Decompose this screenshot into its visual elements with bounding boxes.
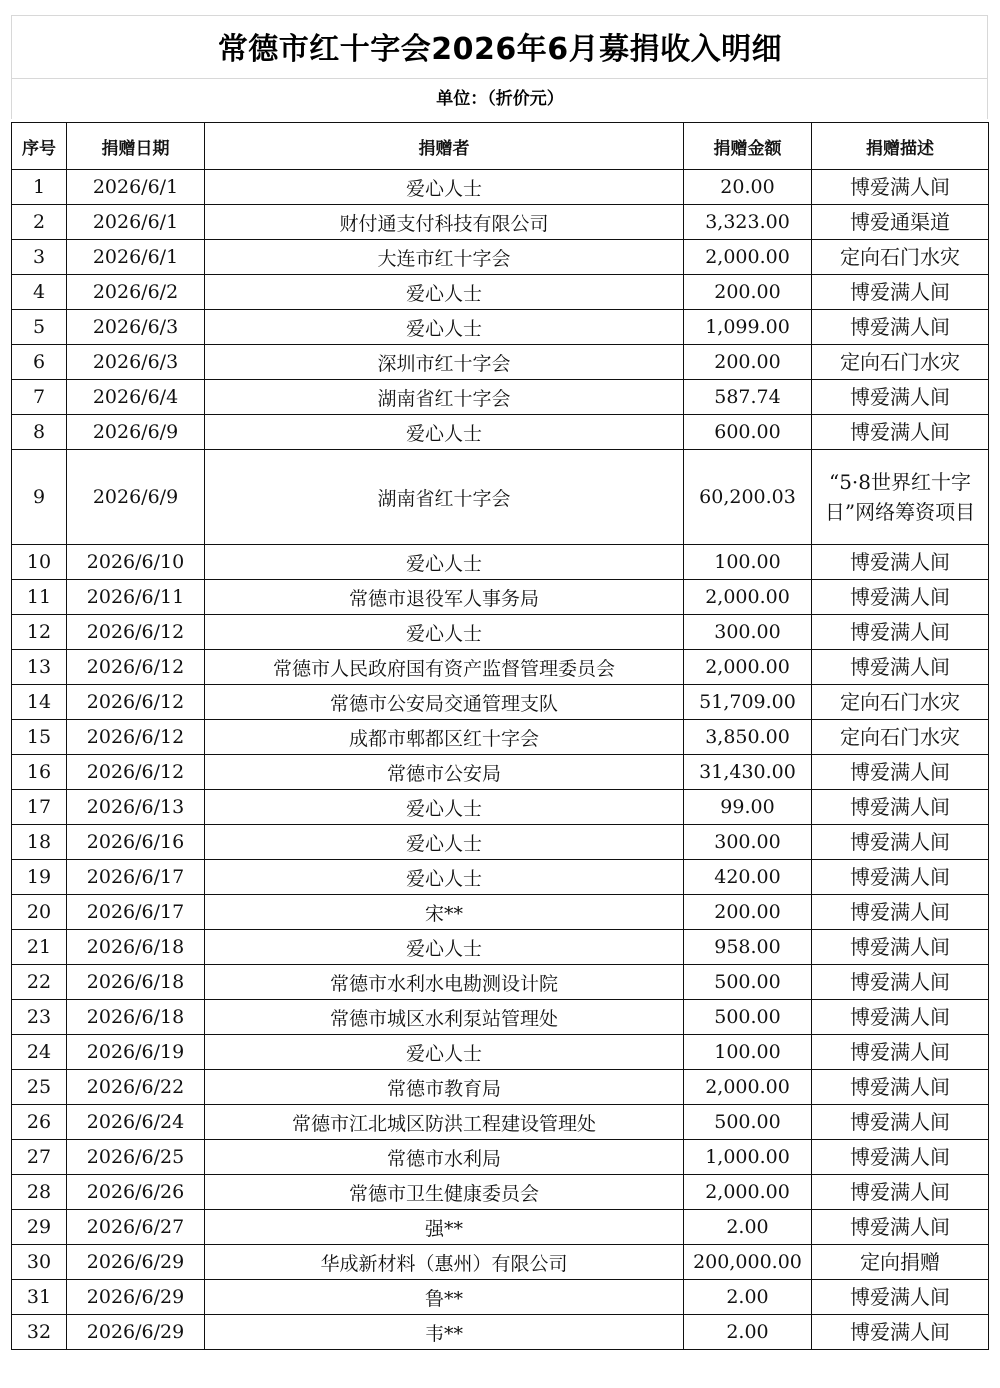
- cell-date: 2026/6/12: [67, 615, 205, 650]
- table-row: [12, 240, 989, 275]
- cell-no: 3: [12, 240, 67, 275]
- cell-no: 24: [12, 1035, 67, 1070]
- cell-donor: 常德市退役军人事务局: [205, 580, 684, 615]
- cell-no: 30: [12, 1245, 67, 1280]
- cell-date: 2026/6/17: [67, 895, 205, 930]
- cell-amount: 2.00: [684, 1280, 812, 1315]
- cell-no: 6: [12, 345, 67, 380]
- table-row: [12, 895, 989, 930]
- cell-amount: 500.00: [684, 965, 812, 1000]
- cell-description: 博爱满人间: [812, 860, 989, 895]
- cell-date: 2026/6/17: [67, 860, 205, 895]
- table-row: [12, 1035, 989, 1070]
- column-header-amount: 捐赠金额: [684, 123, 812, 170]
- cell-no: 20: [12, 895, 67, 930]
- cell-no: 5: [12, 310, 67, 345]
- cell-date: 2026/6/10: [67, 545, 205, 580]
- cell-date: 2026/6/11: [67, 580, 205, 615]
- cell-donor: 爱心人士: [205, 860, 684, 895]
- cell-description: 博爱满人间: [812, 615, 989, 650]
- column-header-date: 捐赠日期: [67, 123, 205, 170]
- cell-donor: 爱心人士: [205, 415, 684, 450]
- cell-description: 博爱满人间: [812, 1105, 989, 1140]
- cell-amount: 2,000.00: [684, 1175, 812, 1210]
- cell-date: 2026/6/19: [67, 1035, 205, 1070]
- table-row: [12, 275, 989, 310]
- cell-amount: 51,709.00: [684, 685, 812, 720]
- cell-no: 10: [12, 545, 67, 580]
- cell-no: 14: [12, 685, 67, 720]
- cell-no: 1: [12, 170, 67, 205]
- cell-amount: 31,430.00: [684, 755, 812, 790]
- table-row: [12, 580, 989, 615]
- cell-amount: 3,323.00: [684, 205, 812, 240]
- cell-amount: 20.00: [684, 170, 812, 205]
- cell-description: 博爱满人间: [812, 1210, 989, 1245]
- cell-date: 2026/6/29: [67, 1245, 205, 1280]
- cell-amount: 587.74: [684, 380, 812, 415]
- cell-no: 21: [12, 930, 67, 965]
- cell-amount: 200.00: [684, 895, 812, 930]
- cell-amount: 958.00: [684, 930, 812, 965]
- cell-amount: 300.00: [684, 615, 812, 650]
- cell-amount: 200,000.00: [684, 1245, 812, 1280]
- cell-donor: 深圳市红十字会: [205, 345, 684, 380]
- cell-no: 18: [12, 825, 67, 860]
- cell-no: 16: [12, 755, 67, 790]
- table-row: [12, 1280, 989, 1315]
- cell-description: 博爱满人间: [812, 275, 989, 310]
- column-header-description: 捐赠描述: [812, 123, 989, 170]
- cell-date: 2026/6/13: [67, 790, 205, 825]
- cell-donor: 大连市红十字会: [205, 240, 684, 275]
- cell-donor: 爱心人士: [205, 615, 684, 650]
- cell-no: 13: [12, 650, 67, 685]
- cell-no: 25: [12, 1070, 67, 1105]
- cell-donor: 爱心人士: [205, 275, 684, 310]
- cell-description: “5·8世界红十字日”网络筹资项目: [812, 450, 989, 545]
- table-row: [12, 790, 989, 825]
- cell-amount: 300.00: [684, 825, 812, 860]
- cell-description: 博爱满人间: [812, 170, 989, 205]
- table-row: [12, 205, 989, 240]
- table-row: [12, 1175, 989, 1210]
- cell-no: 11: [12, 580, 67, 615]
- cell-no: 19: [12, 860, 67, 895]
- cell-date: 2026/6/4: [67, 380, 205, 415]
- cell-description: 博爱满人间: [812, 755, 989, 790]
- table-row: [12, 310, 989, 345]
- cell-donor: 常德市城区水利泵站管理处: [205, 1000, 684, 1035]
- cell-date: 2026/6/29: [67, 1280, 205, 1315]
- cell-description: 定向石门水灾: [812, 345, 989, 380]
- cell-description: 博爱满人间: [812, 1280, 989, 1315]
- table-row: [12, 965, 989, 1000]
- cell-description: 博爱满人间: [812, 1035, 989, 1070]
- cell-no: 26: [12, 1105, 67, 1140]
- cell-donor: 湖南省红十字会: [205, 380, 684, 415]
- cell-date: 2026/6/26: [67, 1175, 205, 1210]
- cell-description: 博爱满人间: [812, 545, 989, 580]
- table-row: [12, 755, 989, 790]
- cell-amount: 200.00: [684, 275, 812, 310]
- table-row: [12, 1070, 989, 1105]
- cell-no: 28: [12, 1175, 67, 1210]
- cell-donor: 湖南省红十字会: [205, 450, 684, 545]
- cell-date: 2026/6/27: [67, 1210, 205, 1245]
- cell-amount: 600.00: [684, 415, 812, 450]
- cell-date: 2026/6/25: [67, 1140, 205, 1175]
- donation-table: [11, 122, 989, 1350]
- cell-donor: 常德市人民政府国有资产监督管理委员会: [205, 650, 684, 685]
- table-row: [12, 860, 989, 895]
- cell-date: 2026/6/1: [67, 205, 205, 240]
- table-row: [12, 545, 989, 580]
- cell-no: 15: [12, 720, 67, 755]
- unit-label: 单位：（折价元）: [436, 89, 564, 109]
- table-row: [12, 380, 989, 415]
- table-row: [12, 650, 989, 685]
- table-row: [12, 1210, 989, 1245]
- cell-date: 2026/6/3: [67, 345, 205, 380]
- cell-no: 8: [12, 415, 67, 450]
- cell-date: 2026/6/1: [67, 170, 205, 205]
- cell-amount: 500.00: [684, 1105, 812, 1140]
- cell-date: 2026/6/16: [67, 825, 205, 860]
- cell-donor: 强**: [205, 1210, 684, 1245]
- cell-amount: 2,000.00: [684, 240, 812, 275]
- cell-date: 2026/6/1: [67, 240, 205, 275]
- cell-description: 博爱通渠道: [812, 205, 989, 240]
- cell-amount: 2,000.00: [684, 1070, 812, 1105]
- cell-date: 2026/6/3: [67, 310, 205, 345]
- column-header-donor: 捐赠者: [205, 123, 684, 170]
- table-row: [12, 1245, 989, 1280]
- cell-no: 4: [12, 275, 67, 310]
- cell-description: 博爱满人间: [812, 825, 989, 860]
- cell-no: 31: [12, 1280, 67, 1315]
- cell-no: 17: [12, 790, 67, 825]
- cell-no: 9: [12, 450, 67, 545]
- title-divider: [11, 78, 988, 79]
- page-title: 常德市红十字会2026年6月募捐收入明细: [217, 32, 783, 67]
- cell-description: 博爱满人间: [812, 310, 989, 345]
- cell-date: 2026/6/24: [67, 1105, 205, 1140]
- cell-donor: 常德市公安局: [205, 755, 684, 790]
- cell-donor: 常德市水利水电勘测设计院: [205, 965, 684, 1000]
- cell-donor: 常德市江北城区防洪工程建设管理处: [205, 1105, 684, 1140]
- cell-amount: 200.00: [684, 345, 812, 380]
- cell-description: 博爱满人间: [812, 1140, 989, 1175]
- cell-donor: 爱心人士: [205, 825, 684, 860]
- cell-date: 2026/6/12: [67, 685, 205, 720]
- cell-donor: 常德市卫生健康委员会: [205, 1175, 684, 1210]
- table-row: [12, 1000, 989, 1035]
- cell-description: 博爱满人间: [812, 790, 989, 825]
- cell-donor: 爱心人士: [205, 790, 684, 825]
- cell-amount: 1,099.00: [684, 310, 812, 345]
- column-header-no: 序号: [12, 123, 67, 170]
- table-row: [12, 1140, 989, 1175]
- cell-description: 定向石门水灾: [812, 720, 989, 755]
- cell-description: 博爱满人间: [812, 930, 989, 965]
- cell-amount: 100.00: [684, 545, 812, 580]
- cell-description: 博爱满人间: [812, 380, 989, 415]
- cell-date: 2026/6/18: [67, 930, 205, 965]
- cell-donor: 常德市教育局: [205, 1070, 684, 1105]
- cell-no: 23: [12, 1000, 67, 1035]
- cell-description: 博爱满人间: [812, 1070, 989, 1105]
- cell-donor: 爱心人士: [205, 1035, 684, 1070]
- table-row: [12, 685, 989, 720]
- cell-donor: 爱心人士: [205, 930, 684, 965]
- table-row: [12, 825, 989, 860]
- cell-date: 2026/6/18: [67, 1000, 205, 1035]
- cell-amount: 3,850.00: [684, 720, 812, 755]
- cell-donor: 爱心人士: [205, 170, 684, 205]
- cell-amount: 500.00: [684, 1000, 812, 1035]
- cell-description: 定向石门水灾: [812, 685, 989, 720]
- cell-date: 2026/6/12: [67, 650, 205, 685]
- cell-date: 2026/6/2: [67, 275, 205, 310]
- cell-donor: 鲁**: [205, 1280, 684, 1315]
- cell-amount: 99.00: [684, 790, 812, 825]
- cell-no: 7: [12, 380, 67, 415]
- table-row: [12, 450, 989, 545]
- cell-amount: 60,200.03: [684, 450, 812, 545]
- cell-description: 博爱满人间: [812, 415, 989, 450]
- cell-amount: 2.00: [684, 1315, 812, 1350]
- cell-description: 博爱满人间: [812, 650, 989, 685]
- cell-no: 2: [12, 205, 67, 240]
- cell-description: 定向捐赠: [812, 1245, 989, 1280]
- table-row: [12, 615, 989, 650]
- cell-date: 2026/6/29: [67, 1315, 205, 1350]
- cell-no: 29: [12, 1210, 67, 1245]
- cell-date: 2026/6/9: [67, 450, 205, 545]
- cell-description: 博爱满人间: [812, 965, 989, 1000]
- cell-donor: 韦**: [205, 1315, 684, 1350]
- cell-date: 2026/6/9: [67, 415, 205, 450]
- cell-date: 2026/6/18: [67, 965, 205, 1000]
- cell-amount: 420.00: [684, 860, 812, 895]
- table-row: [12, 170, 989, 205]
- cell-date: 2026/6/22: [67, 1070, 205, 1105]
- cell-date: 2026/6/12: [67, 720, 205, 755]
- table-row: [12, 415, 989, 450]
- cell-amount: 2.00: [684, 1210, 812, 1245]
- cell-description: 博爱满人间: [812, 580, 989, 615]
- cell-no: 12: [12, 615, 67, 650]
- cell-date: 2026/6/12: [67, 755, 205, 790]
- cell-donor: 爱心人士: [205, 310, 684, 345]
- cell-donor: 成都市郫都区红十字会: [205, 720, 684, 755]
- cell-amount: 2,000.00: [684, 580, 812, 615]
- cell-description: 博爱满人间: [812, 1000, 989, 1035]
- cell-description: 定向石门水灾: [812, 240, 989, 275]
- cell-amount: 1,000.00: [684, 1140, 812, 1175]
- cell-donor: 宋**: [205, 895, 684, 930]
- table-row: [12, 1315, 989, 1350]
- cell-description: 博爱满人间: [812, 1175, 989, 1210]
- cell-no: 22: [12, 965, 67, 1000]
- table-row: [12, 930, 989, 965]
- cell-amount: 100.00: [684, 1035, 812, 1070]
- table-row: [12, 1105, 989, 1140]
- cell-amount: 2,000.00: [684, 650, 812, 685]
- cell-donor: 常德市公安局交通管理支队: [205, 685, 684, 720]
- cell-no: 27: [12, 1140, 67, 1175]
- cell-description: 博爱满人间: [812, 895, 989, 930]
- table-row: [12, 345, 989, 380]
- cell-donor: 常德市水利局: [205, 1140, 684, 1175]
- table-header-row: [12, 123, 989, 170]
- cell-no: 32: [12, 1315, 67, 1350]
- cell-description: 博爱满人间: [812, 1315, 989, 1350]
- cell-donor: 华成新材料（惠州）有限公司: [205, 1245, 684, 1280]
- table-row: [12, 720, 989, 755]
- cell-donor: 爱心人士: [205, 545, 684, 580]
- cell-donor: 财付通支付科技有限公司: [205, 205, 684, 240]
